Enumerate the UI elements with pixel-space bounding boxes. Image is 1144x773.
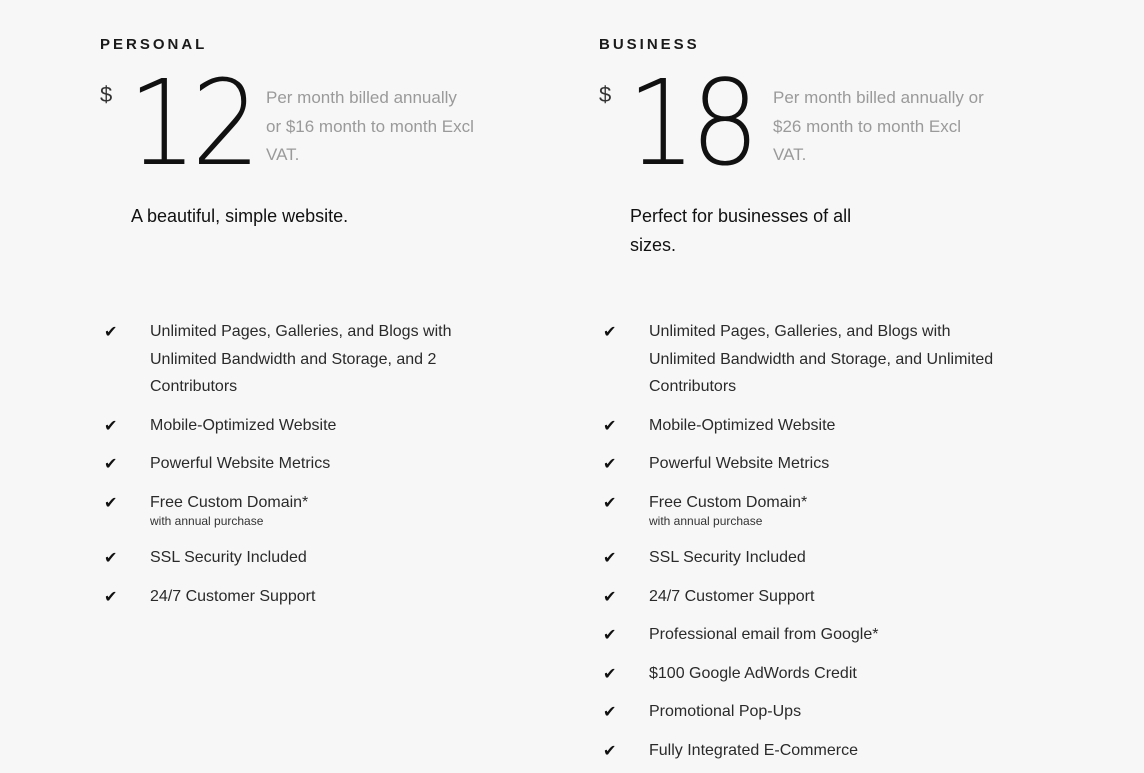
plan-name: BUSINESS bbox=[599, 36, 700, 53]
feature-list bbox=[599, 318, 999, 773]
check-icon: ✔ bbox=[104, 415, 118, 435]
check-icon: ✔ bbox=[603, 548, 617, 567]
feature-label: Fully Integrated E-Commerce bbox=[649, 741, 858, 759]
feature-item bbox=[599, 698, 999, 726]
check-icon: ✔ bbox=[603, 702, 617, 721]
check-icon: ✔ bbox=[104, 586, 118, 606]
check-icon: ✔ bbox=[603, 625, 617, 644]
check-icon: ✔ bbox=[603, 492, 617, 512]
check-icon: ✔ bbox=[104, 454, 118, 473]
feature-item bbox=[100, 544, 500, 572]
check-icon: ✔ bbox=[603, 586, 617, 606]
check-icon: ✔ bbox=[104, 548, 118, 567]
plan-tagline: A beautiful, simple website. bbox=[131, 206, 349, 226]
feature-item bbox=[599, 544, 999, 572]
feature-label: Free Custom Domain* bbox=[150, 493, 309, 511]
plan-tagline: Perfect for businesses of all sizes. bbox=[630, 206, 852, 255]
feature-item bbox=[599, 583, 999, 611]
feature-label: Powerful Website Metrics bbox=[150, 455, 331, 472]
feature-label: 24/7 Customer Support bbox=[649, 587, 815, 605]
currency-symbol: $ bbox=[599, 82, 612, 107]
feature-footnote: with annual purchase bbox=[150, 514, 264, 528]
feature-item bbox=[599, 660, 999, 688]
feature-label: SSL Security Included bbox=[649, 549, 806, 566]
feature-item bbox=[599, 737, 999, 765]
feature-label: Promotional Pop-Ups bbox=[649, 703, 802, 720]
price-amount: 18 bbox=[627, 54, 755, 192]
feature-list bbox=[100, 318, 500, 621]
feature-label: Unlimited Pages, Galleries, and Blogs with Unlimited Bandwidth and Storage, and Unlimited Contributors bbox=[649, 323, 994, 395]
feature-label: Free Custom Domain* bbox=[649, 493, 808, 511]
check-icon: ✔ bbox=[603, 415, 617, 435]
feature-label: $100 Google AdWords Credit bbox=[649, 664, 857, 682]
feature-label: SSL Security Included bbox=[150, 549, 307, 566]
check-icon: ✔ bbox=[603, 663, 617, 683]
check-icon: ✔ bbox=[104, 492, 118, 512]
feature-label: 24/7 Customer Support bbox=[150, 587, 316, 605]
feature-label: Powerful Website Metrics bbox=[649, 455, 830, 472]
check-icon: ✔ bbox=[603, 322, 617, 341]
feature-footnote: with annual purchase bbox=[649, 514, 763, 528]
feature-item bbox=[599, 412, 999, 440]
feature-label: Professional email from Google* bbox=[649, 626, 879, 643]
feature-item bbox=[599, 489, 999, 529]
feature-item bbox=[100, 583, 500, 611]
feature-item bbox=[599, 621, 999, 649]
feature-label: Unlimited Pages, Galleries, and Blogs with Unlimited Bandwidth and Storage, and 2 Contributors bbox=[150, 323, 452, 395]
price-note: Per month billed annually or $16 month to month Excl VAT. bbox=[266, 88, 474, 164]
plan-name: PERSONAL bbox=[100, 36, 208, 53]
check-icon: ✔ bbox=[104, 322, 118, 341]
price-amount: 12 bbox=[128, 54, 256, 192]
currency-symbol: $ bbox=[100, 82, 113, 107]
feature-item bbox=[599, 318, 999, 401]
feature-item bbox=[599, 450, 999, 478]
feature-item bbox=[100, 489, 500, 529]
check-icon: ✔ bbox=[603, 454, 617, 473]
price-note: Per month billed annually or $26 month to month Excl VAT. bbox=[773, 88, 984, 164]
feature-item bbox=[100, 318, 500, 401]
feature-label: Mobile-Optimized Website bbox=[649, 416, 836, 434]
feature-item bbox=[100, 450, 500, 478]
check-icon: ✔ bbox=[603, 740, 617, 760]
feature-label: Mobile-Optimized Website bbox=[150, 416, 337, 434]
feature-item bbox=[100, 412, 500, 440]
